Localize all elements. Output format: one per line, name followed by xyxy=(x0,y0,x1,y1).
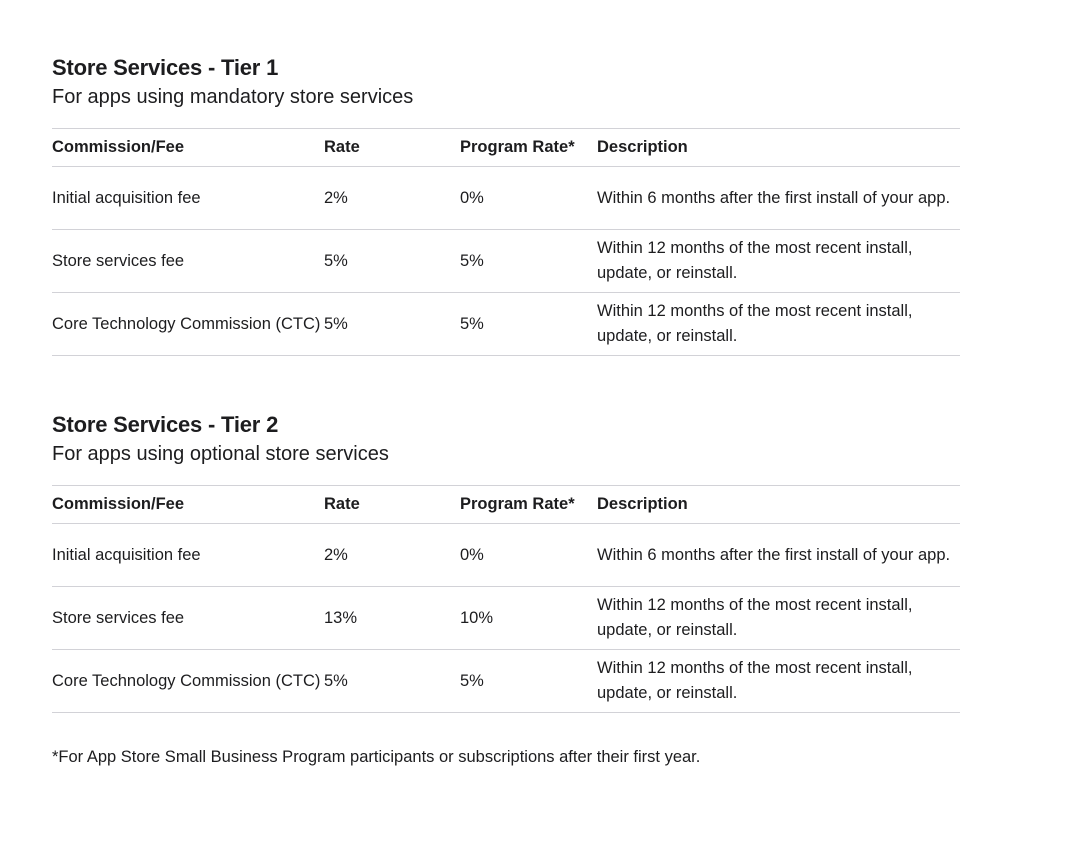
column-header-fee: Commission/Fee xyxy=(52,129,324,167)
program-rate-value: 5% xyxy=(460,230,597,293)
fee-description: Within 12 months of the most recent install, update, or reinstall. xyxy=(597,230,960,293)
column-header-program-rate: Program Rate* xyxy=(460,129,597,167)
table-row xyxy=(52,230,960,293)
table-row xyxy=(52,650,960,713)
tier1-section xyxy=(52,54,960,356)
tier1-table xyxy=(52,128,960,356)
fee-name: Initial acquisition fee xyxy=(52,524,324,587)
program-rate-value: 0% xyxy=(460,167,597,230)
rate-value: 2% xyxy=(324,167,460,230)
rate-value: 2% xyxy=(324,524,460,587)
fee-name: Store services fee xyxy=(52,587,324,650)
column-header-rate: Rate xyxy=(324,129,460,167)
rate-value: 13% xyxy=(324,587,460,650)
fee-name: Core Technology Commission (CTC) xyxy=(52,293,324,356)
tier1-title: Store Services - Tier 1 xyxy=(52,55,279,80)
program-rate-value: 10% xyxy=(460,587,597,650)
program-rate-value: 5% xyxy=(460,293,597,356)
column-header-description: Description xyxy=(597,129,960,167)
fee-name: Core Technology Commission (CTC) xyxy=(52,650,324,713)
column-header-description: Description xyxy=(597,486,960,524)
program-rate-value: 0% xyxy=(460,524,597,587)
table-row xyxy=(52,293,960,356)
rate-value: 5% xyxy=(324,293,460,356)
tier1-subtitle: For apps using mandatory store services xyxy=(52,86,414,108)
footnote: *For App Store Small Business Program participants or subscriptions after their first year. xyxy=(52,748,701,766)
fee-description: Within 6 months after the first install of your app. xyxy=(597,524,960,587)
fee-name: Initial acquisition fee xyxy=(52,167,324,230)
table-row xyxy=(52,167,960,230)
table-header-row xyxy=(52,129,960,167)
fee-description: Within 6 months after the first install of your app. xyxy=(597,167,960,230)
rate-value: 5% xyxy=(324,650,460,713)
fee-description: Within 12 months of the most recent install, update, or reinstall. xyxy=(597,650,960,713)
column-header-rate: Rate xyxy=(324,486,460,524)
tier2-title: Store Services - Tier 2 xyxy=(52,412,279,437)
column-header-fee: Commission/Fee xyxy=(52,486,324,524)
table-row xyxy=(52,587,960,650)
tier2-table xyxy=(52,485,960,713)
tier2-section xyxy=(52,411,960,713)
tier2-subtitle: For apps using optional store services xyxy=(52,443,389,465)
fee-description: Within 12 months of the most recent install, update, or reinstall. xyxy=(597,293,960,356)
column-header-program-rate: Program Rate* xyxy=(460,486,597,524)
table-header-row xyxy=(52,486,960,524)
rate-value: 5% xyxy=(324,230,460,293)
table-row xyxy=(52,524,960,587)
program-rate-value: 5% xyxy=(460,650,597,713)
fee-description: Within 12 months of the most recent install, update, or reinstall. xyxy=(597,587,960,650)
fee-name: Store services fee xyxy=(52,230,324,293)
